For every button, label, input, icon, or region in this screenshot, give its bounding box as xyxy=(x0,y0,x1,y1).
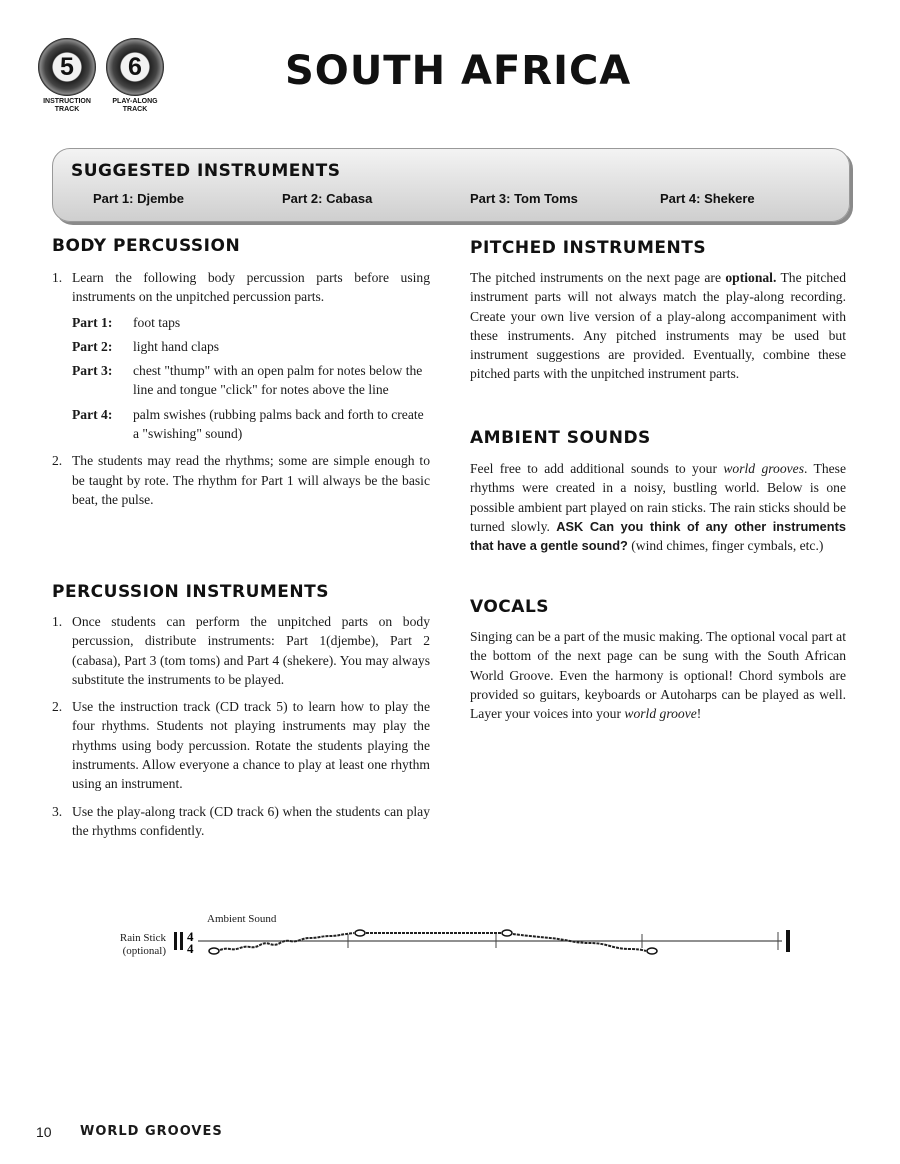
body-part-row xyxy=(72,337,430,356)
part-text: light hand claps xyxy=(133,338,220,354)
track-number: 6 xyxy=(128,52,142,81)
pitched-instruments-text xyxy=(470,268,846,384)
part-label: Part 1: xyxy=(72,314,113,330)
body-parts-list xyxy=(72,313,430,444)
body-part-row xyxy=(72,313,430,332)
ambient-text-a: Feel free to add additional sounds to your xyxy=(470,461,724,476)
instrument-part-3: Part 3: Tom Toms xyxy=(470,191,578,206)
instrument-name: Rain Stick xyxy=(119,932,166,944)
list-item: 1. Learn the following body percussion parts before using instruments on the unpitched percussion parts. Part 1: foot taps Part 2: light hand claps Part 3: chest "thump" with an open palm for notes below the line and tongue "click" for notes above the line Part 4: palm swishes (rubbing palms back and forth to create a "swishing" sound) xyxy=(52,268,430,443)
list-item: 1. Once students can perform the unpitched parts on body percussion, distribute instruments: Part 1(djembe), Part 2 (cabasa), Part 3 (tom toms) and Part 4 (shekere). You may always substitute the instruments to be played. xyxy=(52,614,430,687)
ambient-text-c: (wind chimes, finger cymbals, etc.) xyxy=(627,538,824,554)
pitched-optional: optional. xyxy=(725,270,777,285)
track-number: 5 xyxy=(60,52,74,81)
part-text: foot taps xyxy=(133,314,181,330)
part-text: chest "thump" with an open palm for notes below the line and tongue "click" for notes above the line xyxy=(133,363,423,398)
instrument-note: (optional) xyxy=(122,945,166,957)
part-label: Part 2: xyxy=(72,338,113,354)
book-title: WORLD GROOVES xyxy=(80,1124,223,1139)
pitched-text-b: The pitched instrument parts will not always match the play-along recording. Create your own live version of a play-along accompaniment with these instruments. Any pitched instruments may be used but instrument suggestions are provided. Eventually, combine these pitched parts with the unpitched instrument parts. xyxy=(470,270,846,382)
vocals-heading: VOCALS xyxy=(470,597,550,617)
rain-stick-staff xyxy=(170,920,800,970)
ambient-sounds-heading: AMBIENT SOUNDS xyxy=(470,428,651,448)
play-along-track-label: PLAY-ALONG TRACK xyxy=(112,98,158,113)
instrument-part-4: Part 4: Shekere xyxy=(660,191,755,206)
vocals-text-a: Singing can be a part of the music making. The optional vocal part at the bottom of the next page can be sung with the South African World Groove. Even the harmony is optional! Chord symbols are provided so guitars, keyboards or Autoharps can be played as well. Layer your voices into your xyxy=(470,629,846,722)
list-item-text: Use the instruction track (CD track 5) to learn how to play the four rhythms. Students not playing instruments may play the rhythms using body percussion. Rotate the students playing the instruments. Allow everyone a chance to play at least one rhythm using an instrument. xyxy=(72,699,430,792)
suggested-instruments-box xyxy=(52,148,850,222)
percussion-instruments-heading: PERCUSSION INSTRUMENTS xyxy=(52,582,329,602)
instrument-part-2: Part 2: Cabasa xyxy=(282,191,373,206)
part-text: palm swishes (rubbing palms back and forth to create a "swishing" sound) xyxy=(133,406,424,442)
body-percussion-section xyxy=(52,268,430,517)
ambient-ask: ASK Can you think of any other instruments that have a gentle sound? xyxy=(470,518,846,554)
vocals-text xyxy=(470,627,846,723)
list-item: 3. Use the play-along track (CD track 6) when the students can play the rhythms confidently. xyxy=(52,803,430,838)
list-item-text: The students may read the rhythms; some are simple enough to be taught by rote. The rhythm for Part 1 will always be the basic beat, the pulse. xyxy=(72,453,430,507)
body-part-row xyxy=(72,405,430,444)
ambient-text-b: . These rhythms were created in a noisy, bustling world. Below is one possible ambient part played on rain sticks. The rain sticks should be turned slowly. xyxy=(470,461,846,534)
pitched-text-a: The pitched instruments on the next page are xyxy=(470,270,726,285)
ambient-italic: world grooves xyxy=(723,461,804,476)
pitched-instruments-heading: PITCHED INSTRUMENTS xyxy=(470,238,707,258)
body-part-row xyxy=(72,361,430,400)
body-percussion-heading: BODY PERCUSSION xyxy=(52,236,241,256)
cd-track-5-icon xyxy=(38,38,96,96)
instruction-track-label: INSTRUCTION TRACK xyxy=(43,98,91,113)
vocals-italic: world groove xyxy=(624,706,697,722)
list-item-text: Learn the following body percussion parts before using instruments on the unpitched percussion parts. xyxy=(72,270,430,305)
rain-stick-label xyxy=(104,932,166,958)
list-item: 2. The students may read the rhythms; some are simple enough to be taught by rote. The rhythm for Part 1 will always be the basic beat, the pulse. xyxy=(52,453,430,507)
instrument-part-1: Part 1: Djembe xyxy=(93,191,185,206)
ambient-sounds-text xyxy=(470,459,846,555)
cd-track-6-icon xyxy=(106,38,164,96)
time-signature-bottom: 4 xyxy=(187,941,194,956)
part-label: Part 3: xyxy=(72,363,113,379)
percussion-instruments-section xyxy=(52,612,430,848)
list-item: 2. Use the instruction track (CD track 5) to learn how to play the four rhythms. Students not playing instruments may play the rhythms using body percussion. Rotate the students playing the instruments. Allow everyone a chance to play at least one rhythm using an instrument. xyxy=(52,699,430,792)
list-item-text: Once students can perform the unpitched parts on body percussion, distribute instruments: Part 1(djembe), Part 2 (cabasa), Part 3 (tom toms) and Part 4 (shekere). You may always substitute the instruments to be played. xyxy=(72,614,430,687)
page-title: SOUTH AFRICA xyxy=(285,48,632,94)
suggested-instruments-heading: SUGGESTED INSTRUMENTS xyxy=(71,161,341,181)
part-label: Part 4: xyxy=(72,406,113,422)
list-item-text: Use the play-along track (CD track 6) when the students can play the rhythms confidently. xyxy=(72,803,430,838)
page-number: 10 xyxy=(36,1124,52,1140)
vocals-text-b: ! xyxy=(696,706,702,722)
ambient-sound-annotation: Ambient Sound xyxy=(207,913,277,925)
time-signature-top: 4 xyxy=(187,929,194,944)
